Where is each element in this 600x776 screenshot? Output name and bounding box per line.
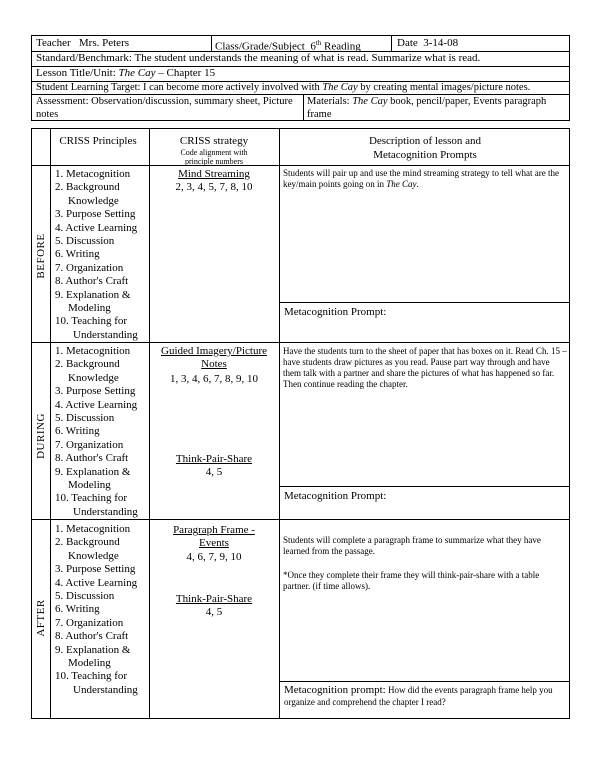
list-item: 4. Active Learning: [55, 221, 138, 234]
list-item: 9. Explanation &: [55, 465, 131, 478]
list-item: 1. Metacognition: [55, 523, 131, 535]
materials-title: The Cay: [352, 96, 388, 107]
list-item: 7. Organization: [55, 261, 124, 274]
description-header-1: Description of lesson and: [368, 135, 482, 147]
list-item: 5. Discussion: [55, 235, 115, 248]
after-strategy-name: Paragraph Frame - Events: [173, 524, 255, 549]
date-label: Date: [397, 37, 418, 49]
during-description: Have the students turn to the sheet of paper that has boxes on it. Read Ch. 15 – have students draw pictures as you read. Pause part way through and have them talk with a partner and share the pictures of what has happened so far. Then continue reading the chapter.: [283, 346, 567, 389]
list-item: 6. Writing: [55, 603, 100, 616]
teacher-name: Mrs. Peters: [78, 37, 130, 49]
before-strategy-name: Mind Streaming: [178, 168, 250, 180]
list-item: 1. Metacognition: [55, 345, 131, 357]
list-item: 10. Teaching for: [55, 670, 128, 683]
target-text: Student Learning Target: I can become more actively involved with The Cay by creating mental images/picture notes.: [36, 82, 531, 93]
grade-number: 6: [310, 40, 316, 53]
after-meta-text: How did the events paragraph frame help you organize and comprehend the chapter I read?: [284, 685, 553, 707]
list-item: 2. Background: [55, 181, 120, 194]
date-field: [397, 37, 458, 50]
list-item: 8. Author's Craft: [55, 630, 129, 643]
list-item: Understanding: [73, 328, 138, 341]
list-item: Knowledge: [68, 194, 119, 207]
list-item: 3. Purpose Setting: [55, 208, 136, 221]
target-title: The Cay: [322, 82, 358, 93]
class-label: Class/Grade/Subject: [215, 40, 305, 53]
list-item: 9. Explanation &: [55, 288, 131, 301]
during-strategy-codes: 1, 3, 4, 6, 7, 8, 9, 10: [170, 373, 258, 385]
list-item: 3. Purpose Setting: [55, 563, 136, 576]
strategy-header: CRISS strategy: [179, 135, 249, 147]
during-meta-prompt: Metacognition Prompt:: [284, 490, 387, 502]
subject: Reading: [324, 40, 361, 53]
list-item: Modeling: [68, 479, 111, 492]
list-item: 2. Background: [55, 358, 120, 371]
list-item: 6. Writing: [55, 425, 100, 438]
list-item: Modeling: [68, 302, 111, 315]
before-principles-list: [55, 168, 138, 342]
list-item: Knowledge: [68, 549, 119, 562]
list-item: Understanding: [73, 505, 138, 518]
before-meta-prompt: Metacognition Prompt:: [284, 306, 387, 318]
list-item: 8. Author's Craft: [55, 452, 129, 465]
list-item: 3. Purpose Setting: [55, 385, 136, 398]
after-description-1: Students will complete a paragraph frame to summarize what they have learned from the passage.: [283, 535, 541, 556]
standard-text: Standard/Benchmark: The student understands the meaning of what is read. Summarize what is read.: [36, 52, 481, 64]
lesson-title: The Cay: [118, 67, 156, 79]
list-item: 10. Teaching for: [55, 315, 128, 328]
list-item: 7. Organization: [55, 438, 124, 451]
list-item: 4. Active Learning: [55, 398, 138, 411]
after-label: AFTER: [35, 599, 47, 637]
before-desc-title: The Cay: [386, 179, 417, 189]
during-strategy2-name: Think-Pair-Share: [175, 453, 253, 465]
list-item: 1. Metacognition: [55, 168, 131, 180]
date-value: 3-14-08: [423, 37, 459, 49]
description-header-2: Metacognition Prompts: [373, 149, 477, 161]
after-meta-prompt: [284, 684, 567, 708]
teacher-label: Teacher: [36, 37, 71, 49]
during-strategy-name: Guided Imagery/Picture Notes: [161, 345, 267, 370]
strategy-subheader: Code alignment with principle numbers: [180, 148, 248, 166]
list-item: 6. Writing: [55, 248, 100, 261]
before-description: Students will pair up and use the mind streaming strategy to tell what are the key/main points going on in The Cay.: [283, 168, 559, 189]
list-item: 4. Active Learning: [55, 576, 138, 589]
grade-suffix: th: [315, 39, 322, 47]
after-description-2: *Once they complete their frame they will think-pair-share with a table partner. (if time allows).: [283, 570, 540, 591]
during-strategy2-codes: 4, 5: [205, 466, 223, 478]
after-principles-list: [55, 523, 138, 697]
list-item: 5. Discussion: [55, 590, 115, 603]
list-item: Understanding: [73, 683, 138, 696]
list-item: 8. Author's Craft: [55, 275, 129, 288]
list-item: 9. Explanation &: [55, 643, 131, 656]
list-item: 5. Discussion: [55, 412, 115, 425]
before-label: BEFORE: [35, 233, 47, 279]
after-meta-label: Metacognition prompt:: [284, 684, 386, 696]
teacher-field: [36, 37, 129, 50]
during-principles-list: [55, 345, 138, 519]
lesson-text: Lesson Title/Unit: The Cay – Chapter 15: [36, 67, 216, 79]
materials-text: Materials: The Cay book, pencil/paper, Events paragraph frame: [307, 96, 547, 120]
list-item: 7. Organization: [55, 616, 124, 629]
list-item: Modeling: [68, 657, 111, 670]
before-strategy-codes: 2, 3, 4, 5, 7, 8, 10: [175, 181, 253, 193]
assessment-text: Assessment: Observation/discussion, summary sheet, Picture notes: [36, 96, 293, 120]
during-label: DURING: [35, 413, 47, 459]
principles-header: CRISS Principles: [59, 135, 137, 147]
list-item: 2. Background: [55, 536, 120, 549]
after-strategy-codes: 4, 6, 7, 9, 10: [186, 551, 242, 563]
list-item: Knowledge: [68, 371, 119, 384]
after-strategy2-codes: 4, 5: [205, 606, 223, 618]
list-item: 10. Teaching for: [55, 492, 128, 505]
after-strategy2-name: Think-Pair-Share: [175, 593, 253, 605]
